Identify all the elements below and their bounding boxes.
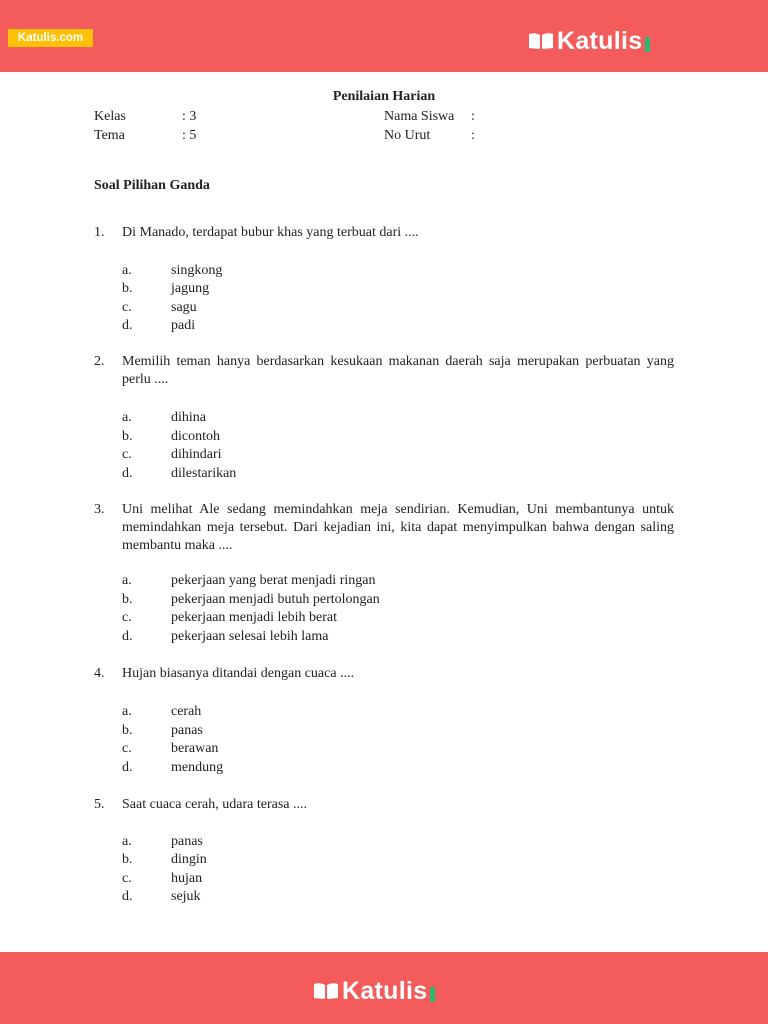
option-b [122, 722, 622, 741]
site-badge[interactable]: Katulis.com [8, 29, 93, 47]
open-book-icon [528, 31, 554, 51]
logo-text: Katulis [557, 26, 643, 55]
option-letter: c. [122, 741, 132, 756]
option-letter: c. [122, 871, 132, 886]
option-text: sagu [171, 300, 197, 315]
option-text: berawan [171, 741, 219, 756]
pencil-icon [645, 37, 650, 52]
option-c [122, 870, 622, 889]
brand-logo[interactable] [528, 26, 650, 56]
option-letter: d. [122, 629, 133, 644]
question-4 [94, 665, 674, 780]
option-text: panas [171, 723, 203, 738]
page-title: Penilaian Harian [332, 89, 436, 104]
meta-value-nama-siswa: : [471, 109, 475, 124]
option-text: mendung [171, 760, 224, 775]
option-a [122, 262, 622, 281]
option-text: pekerjaan selesai lebih lama [171, 629, 329, 644]
question-text: Uni melihat Ale sedang memindahkan meja sendirian. Kemudian, Uni membantunya untuk memindahkan meja tersebut. Dari kejadian ini, kita dapat menyimpulkan bahwa dengan saling membantu maka .... [122, 502, 674, 553]
option-text: pekerjaan yang berat menjadi ringan [171, 573, 376, 588]
option-text: dingin [171, 852, 207, 867]
logo-text: Katulis [342, 976, 428, 1005]
option-c [122, 299, 622, 318]
open-book-icon [313, 981, 339, 1001]
meta-value-no-urut: : [471, 128, 475, 143]
option-letter: d. [122, 466, 133, 481]
option-b [122, 428, 622, 447]
option-d [122, 465, 622, 484]
option-d [122, 628, 622, 647]
option-a [122, 572, 622, 591]
option-d [122, 317, 622, 336]
option-text: hujan [171, 871, 203, 886]
option-letter: d. [122, 318, 133, 333]
meta-value-kelas: : 3 [182, 109, 197, 124]
question-number: 1. [94, 225, 105, 240]
option-b [122, 851, 622, 870]
option-text: sejuk [171, 889, 201, 904]
meta-label-kelas: Kelas [94, 109, 126, 124]
option-text: dihina [171, 410, 206, 425]
header-band [0, 0, 768, 72]
option-text: pekerjaan menjadi lebih berat [171, 610, 337, 625]
meta-value-tema: : 5 [182, 128, 197, 143]
option-letter: c. [122, 447, 132, 462]
option-text: pekerjaan menjadi butuh pertolongan [171, 592, 380, 607]
question-text: Saat cuaca cerah, udara terasa .... [122, 797, 307, 812]
meta-label-tema: Tema [94, 128, 125, 143]
option-letter: b. [122, 852, 133, 867]
option-letter: a. [122, 573, 132, 588]
question-text: Memilih teman hanya berdasarkan kesukaan makanan daerah saja merupakan perbuatan yang perlu .... [122, 354, 674, 387]
option-d [122, 888, 622, 907]
option-letter: b. [122, 723, 133, 738]
option-a [122, 833, 622, 852]
option-text: padi [171, 318, 196, 333]
question-number: 5. [94, 797, 105, 812]
option-letter: c. [122, 300, 132, 315]
option-c [122, 446, 622, 465]
question-5 [94, 796, 674, 911]
question-3 [94, 501, 674, 651]
option-letter: d. [122, 889, 133, 904]
option-b [122, 280, 622, 299]
footer-logo[interactable] [313, 976, 435, 1006]
section-title: Soal Pilihan Ganda [94, 178, 210, 193]
meta-label-no-urut: No Urut [384, 128, 431, 143]
option-letter: b. [122, 281, 133, 296]
option-letter: a. [122, 834, 132, 849]
option-text: dilestarikan [171, 466, 237, 481]
question-text: Hujan biasanya ditandai dengan cuaca .... [122, 666, 355, 681]
question-text: Di Manado, terdapat bubur khas yang terbuat dari .... [122, 225, 419, 240]
option-letter: a. [122, 410, 132, 425]
option-c [122, 609, 622, 628]
question-1 [94, 224, 674, 334]
pencil-icon [430, 987, 435, 1002]
option-text: jagung [171, 281, 210, 296]
option-letter: a. [122, 704, 132, 719]
option-letter: c. [122, 610, 132, 625]
option-letter: d. [122, 760, 133, 775]
option-b [122, 591, 622, 610]
question-number: 2. [94, 354, 105, 369]
option-a [122, 703, 622, 722]
option-a [122, 409, 622, 428]
question-number: 3. [94, 502, 105, 517]
question-number: 4. [94, 666, 105, 681]
option-text: dicontoh [171, 429, 220, 444]
option-d [122, 759, 622, 778]
student-info [94, 107, 694, 147]
option-text: dihindari [171, 447, 222, 462]
question-2 [94, 353, 674, 483]
option-c [122, 740, 622, 759]
meta-label-nama-siswa: Nama Siswa [384, 109, 455, 124]
option-letter: b. [122, 592, 133, 607]
option-letter: b. [122, 429, 133, 444]
option-text: singkong [171, 263, 223, 278]
option-letter: a. [122, 263, 132, 278]
option-text: panas [171, 834, 203, 849]
option-text: cerah [171, 704, 202, 719]
